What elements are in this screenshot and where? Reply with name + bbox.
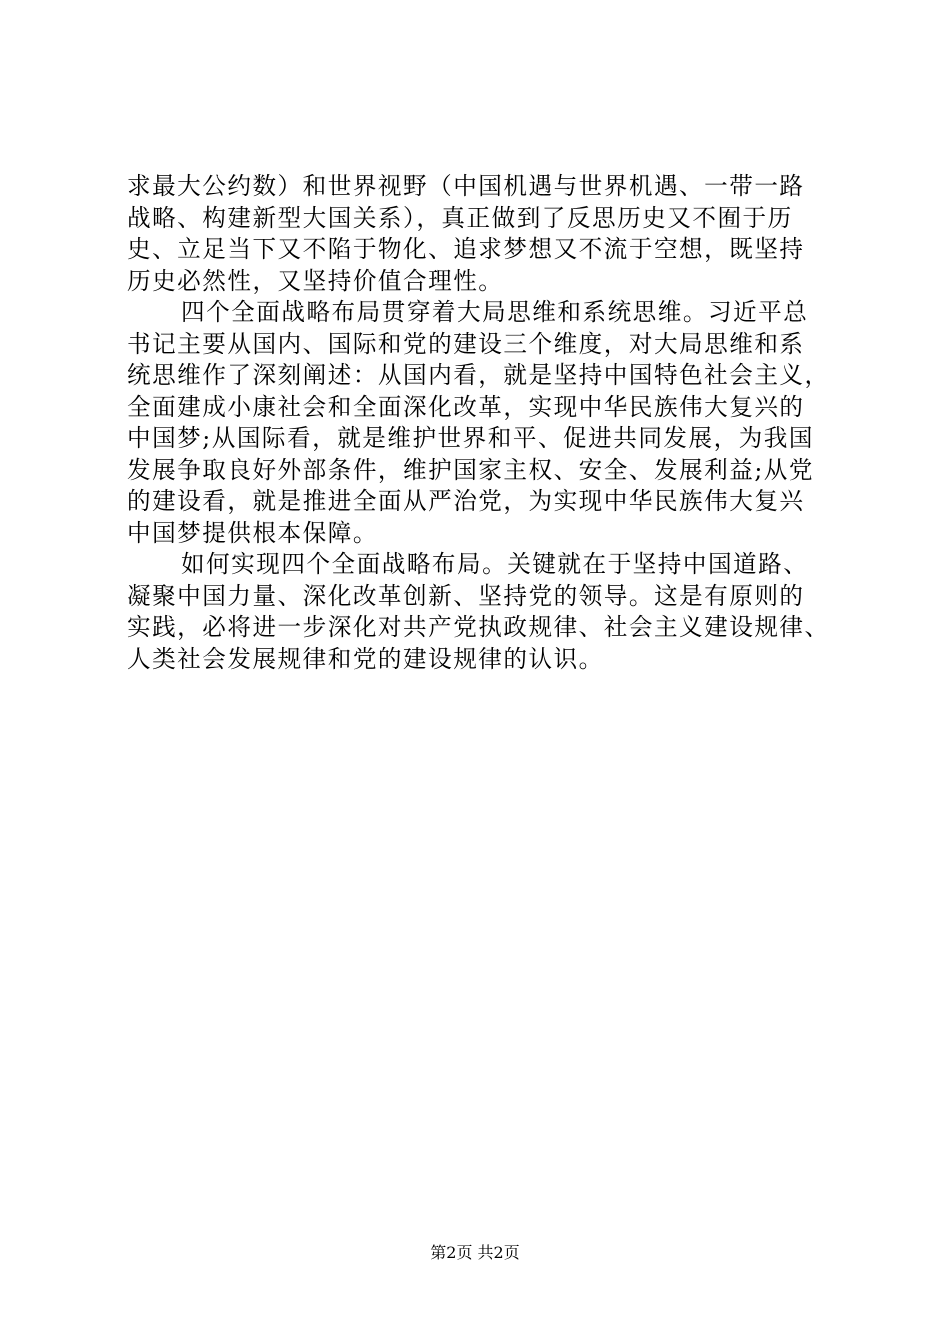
text-line: 全面建成小康社会和全面深化改革，实现中华民族伟大复兴的 — [127, 392, 805, 421]
text-line: 的建设看，就是推进全面从严治党，为实现中华民族伟大复兴 — [127, 487, 805, 515]
page-footer — [0, 1242, 950, 1264]
text-line: 史、立足当下又不陷于物化、追求梦想又不流于空想，既坚持 — [127, 235, 805, 263]
text-line: 书记主要从国内、国际和党的建设三个维度，对大局思维和系 — [127, 329, 805, 358]
paragraph-start-line: 四个全面战略布局贯穿着大局思维和系统思维。习近平总 — [181, 298, 809, 326]
text-line: 实践，必将进一步深化对共产党执政规律、社会主义建设规律、 — [127, 613, 830, 641]
text-line: 统思维作了深刻阐述：从国内看，就是坚持中国特色社会主义， — [127, 361, 830, 389]
text-line: 凝聚中国力量、深化改革创新、坚持党的领导。这是有原则的 — [127, 581, 805, 610]
text-line: 发展争取良好外部条件，维护国家主权、安全、发展利益;从党 — [127, 455, 814, 484]
text-line: 人类社会发展规律和党的建设规律的认识。 — [127, 644, 604, 673]
page-number-label: 第2页 共2页 — [430, 1243, 520, 1262]
body-text — [127, 171, 837, 675]
text-line: 中国梦;从国际看，就是维护世界和平、促进共同发展，为我国 — [127, 424, 814, 452]
text-line: 战略、构建新型大国关系），真正做到了反思历史又不囿于历 — [127, 203, 793, 232]
text-line: 中国梦提供根本保障。 — [127, 518, 378, 547]
paragraph-start-line: 如何实现四个全面战略布局。关键就在于坚持中国道路、 — [181, 550, 809, 578]
text-line: 历史必然性，又坚持价值合理性。 — [127, 266, 504, 295]
text-line: 求最大公约数）和世界视野（中国机遇与世界机遇、一带一路 — [127, 172, 805, 200]
